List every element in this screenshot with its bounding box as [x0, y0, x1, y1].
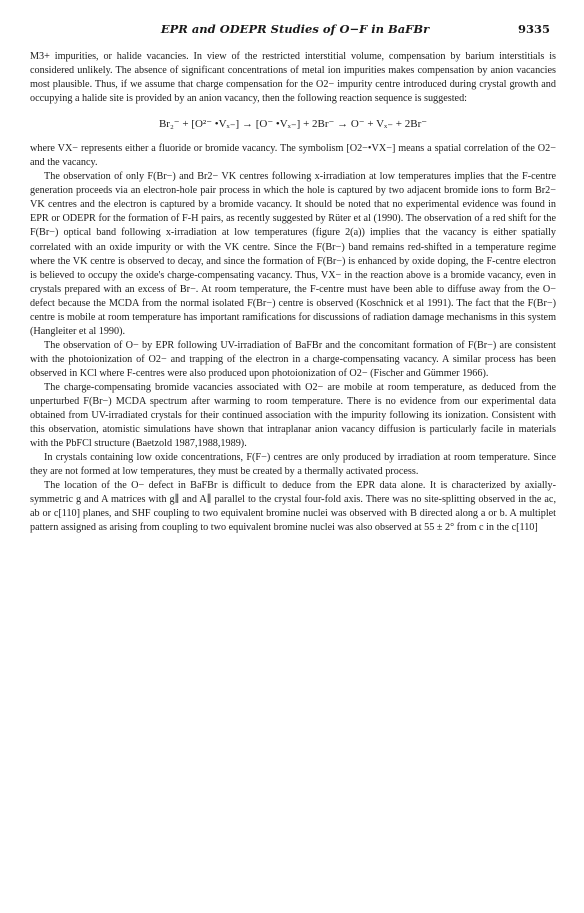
paragraph-6: In crystals containing low oxide concentrations, F(F−) centres are only produced by irradiation at room temperature. Since they are not formed at low temperatures, they must be created by a thermally activated process.: [30, 452, 556, 478]
paragraph-7: The location of the O− defect in BaFBr is difficult to deduce from the EPR data alone. It is characterized by axially-symmetric g and A matrices with g∥ and A∥ parallel to the crystal four-fold axis. There was no site-splitting observed in the ac, ab or c[110] planes, and SHF coupling to two equivalent bromine nuclei was observed with B directed along a or b. A multiplet pattern assigned as arising from coupling to two equivalent bromine nuclei was also observed at 55 ± 2° from c in the c[110]: [30, 480, 556, 534]
paragraph-3: The observation of only F(Br−) and Br2− VK centres following x-irradiation at low temperatures implies that the F-centre generation proceeds via an electron-hole pair process in which the hole is captured by two adjacent bromide ions to form Br2− VK centres and the electron is captured by a bromide vacancy. It should be noted that no experimental evidence was found in EPR or ODEPR for the formation of F-H pairs, as recently suggested by Rüter et al (1990). The observation of a red shift for the F(Br−) optical band following x-irradiation at low temperatures (figure 2(a)) implies that the vacancy is either spatially correlated with an oxide impurity or with the VK centre. Since the F(Br−) band remains red-shifted in a temperature regime where the VK centre is observed to decay, and since the formation of F(Br−) is enhanced by oxide doping, the F-centre electron is believed to occupy the oxide's charge-compensating vacancy. Thus, VX− in the reaction above is a bromide vacancy, even in crystals prepared with an excess of Br−. At room temperature, the F-centre must have been able to diffuse away from the O− defect because the MCDA from the normal isolated F(Br−) centre is observed (Koschnick et al 1991). The fact that the F(Br−) centre is mobile at room temperature has important ramifications for discussions of radiation damage mechanisms in this system (Hangleiter et al 1990).: [30, 171, 556, 337]
body-text: [30, 50, 556, 536]
reaction-equation: Br₂⁻ + [O²⁻ •Vₓ₋] → [O⁻ •Vₓ₋] + 2Br⁻ → O⁻ + Vₓ₋ + 2Br⁻: [158, 118, 428, 131]
page-number: 9335: [517, 22, 550, 36]
paragraph-2: where VX− represents either a fluoride or bromide vacancy. The symbolism [O2−•VX−] means a spatial correlation of the O2− and the vacancy.: [30, 143, 556, 169]
page-header: [40, 22, 550, 40]
paragraph-4: The observation of O− by EPR following UV-irradiation of BaFBr and the concomitant formation of F(Br−) are consistent with the photoionization of O2− and trapping of the electron in a charge-compensating vacancy. A similar process has been observed in KCl where F-centres were also produced upon photoionization of O2− (Fischer and Gümmer 1966).: [30, 339, 556, 379]
paragraph-1: M3+ impurities, or halide vacancies. In view of the restricted interstitial volume, compensation by barium interstitials is considered unlikely. The absence of significant concentrations of metal ion impurities makes compensation by anion vacancies most plausible. Thus, if we assume that charge compensation for the O2− impurity centre introduced during crystal growth and occupying a halide site is provided by an anion vacancy, then the following reaction sequence is suggested:: [30, 51, 556, 105]
paragraph-5: The charge-compensating bromide vacancies associated with O2− are mobile at room temperature, as deduced from the unperturbed F(Br−) MCDA spectrum after warming to room temperature. There is no evidence from our experimental data obtained from UV-irradiated crystals for their continued association with the impurity following its ionization. Consistent with this observation, atomistic simulations have shown that intraplanar anion vacancy diffusion is particularly facile in materials with the PbFCl structure (Baetzold 1987,1988,1989).: [30, 381, 556, 450]
running-title: EPR and ODEPR Studies of O−F in BaFBr: [160, 22, 430, 36]
